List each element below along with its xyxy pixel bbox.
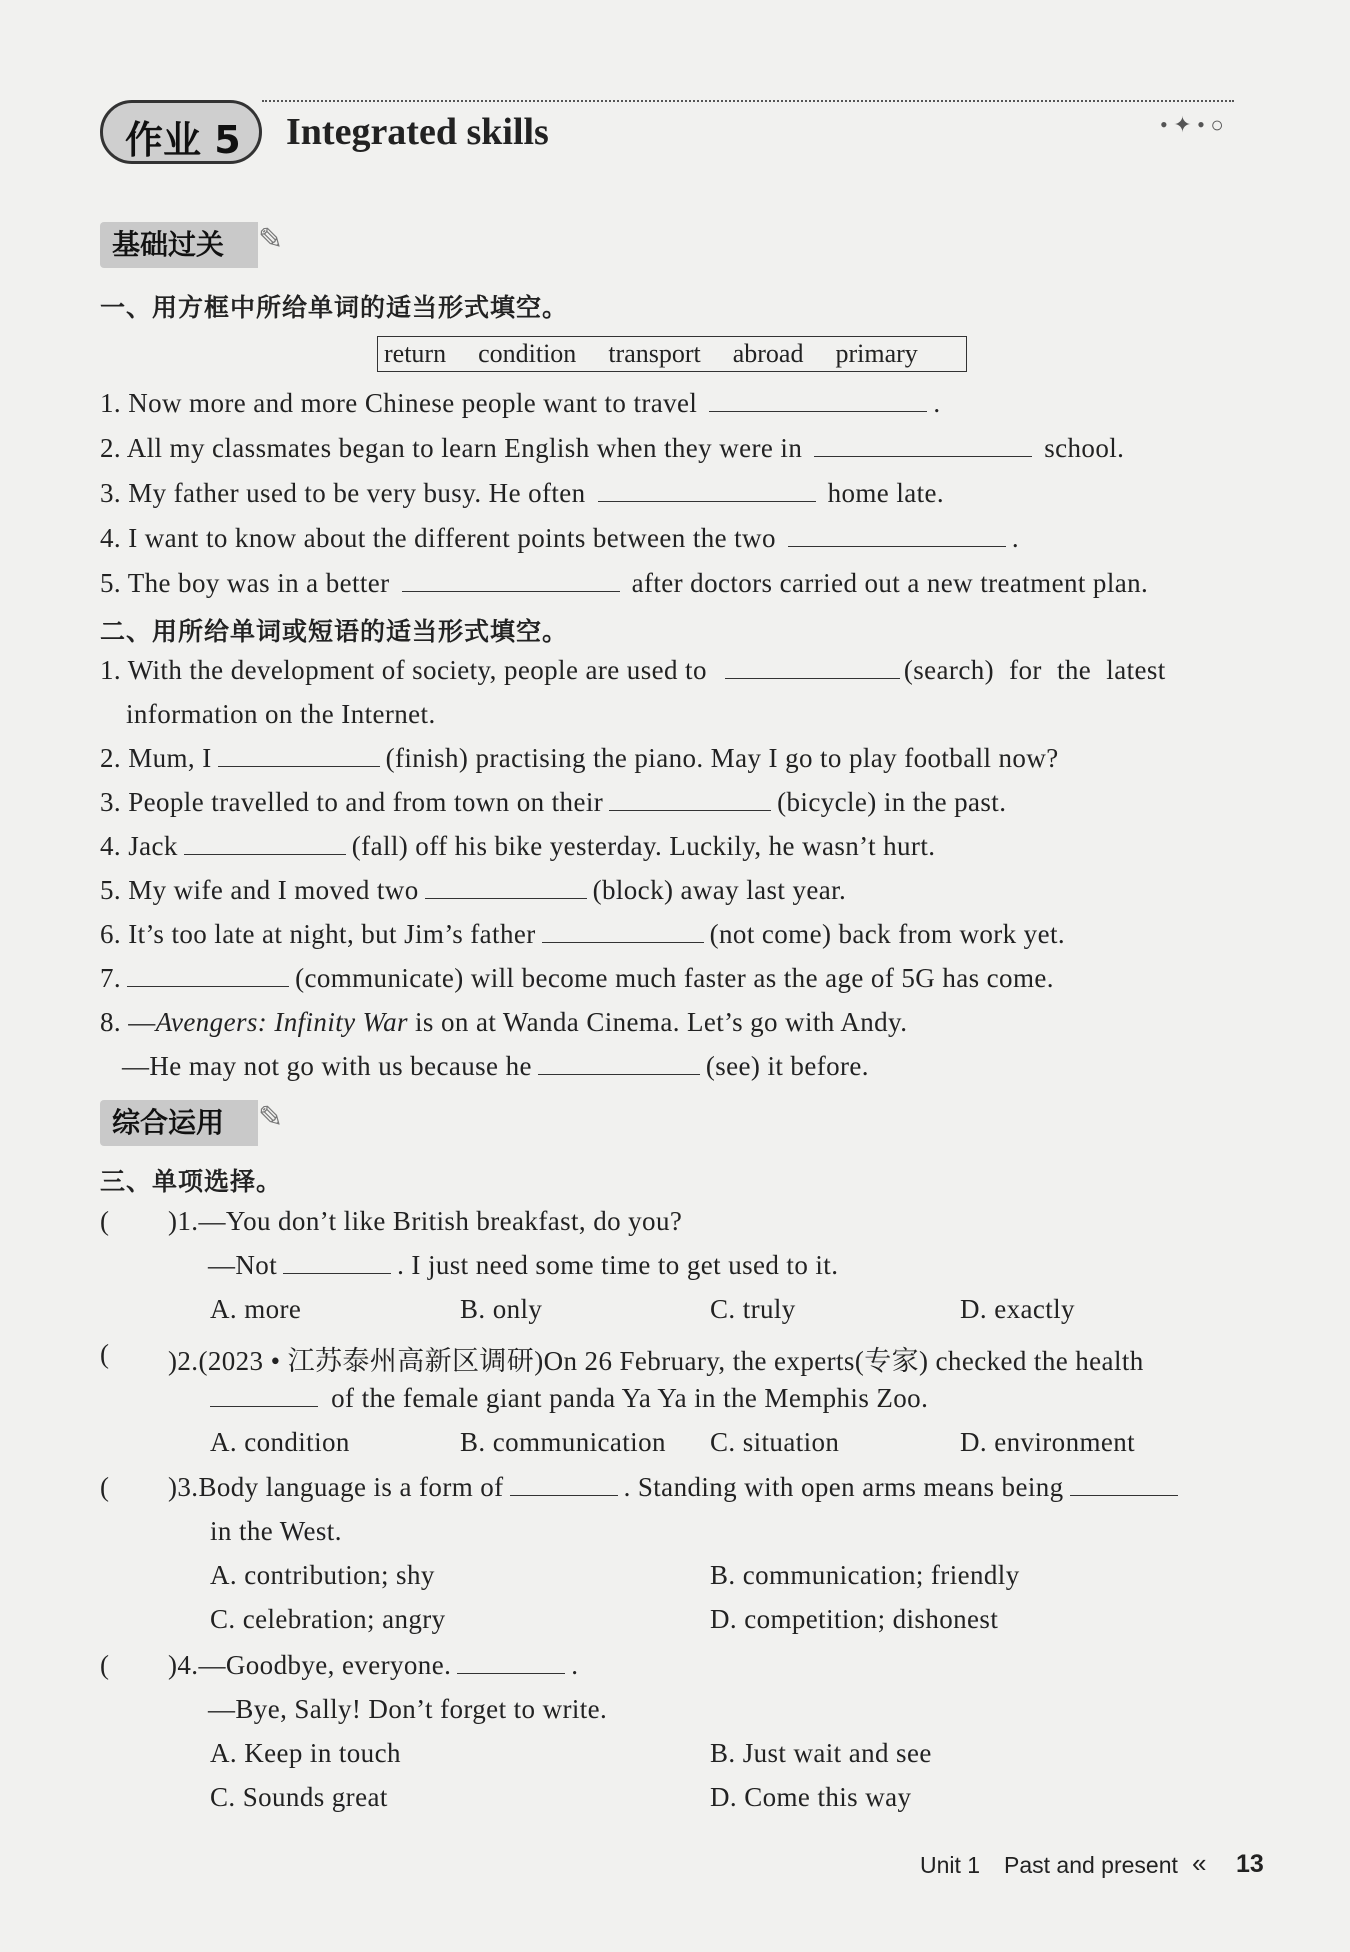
answer-paren-close: ) — [168, 1346, 178, 1376]
part1-question-4 — [100, 523, 1019, 554]
question-text: 7. — [100, 963, 122, 993]
question-text: —He may not go with us because he — [122, 1051, 532, 1081]
part2-heading: 二、用所给单词或短语的适当形式填空。 — [100, 617, 569, 646]
question-text: (block) away last year. — [592, 875, 847, 905]
option-a[interactable]: A. Keep in touch — [210, 1738, 401, 1768]
option-c[interactable]: C. Sounds great — [210, 1782, 388, 1812]
answer-paren-open: ( — [100, 1472, 110, 1502]
homework-badge — [100, 100, 262, 164]
question-text: 1. With the development of society, people are used to — [100, 655, 707, 685]
option-a[interactable]: A. more — [210, 1294, 302, 1324]
answer-blank[interactable] — [542, 920, 704, 943]
answer-blank[interactable] — [210, 1384, 318, 1407]
question-text: (see) it before. — [705, 1051, 869, 1081]
mc-question-2 — [168, 1339, 1144, 1378]
part2-question-2 — [100, 743, 1059, 774]
part2-question-7 — [100, 963, 1054, 994]
question-text: . — [1011, 523, 1020, 553]
part3-heading: 三、单项选择。 — [100, 1167, 283, 1196]
pencil-icon: ✎ — [258, 223, 284, 256]
section-tag-basics: 基础过关 — [100, 222, 258, 268]
section-tag-application: 综合运用 — [100, 1100, 258, 1146]
question-text: (bicycle) in the past. — [777, 787, 1007, 817]
question-text: 2. All my classmates began to learn English when they were in — [100, 433, 803, 463]
answer-blank[interactable] — [538, 1052, 700, 1075]
answer-slot[interactable] — [126, 1339, 166, 1371]
question-text: of the female giant panda Ya Ya in the Memphis Zoo. — [331, 1383, 929, 1413]
answer-blank[interactable] — [184, 832, 346, 855]
part2-question-5 — [100, 875, 846, 906]
answer-blank[interactable] — [814, 434, 1032, 457]
part1-question-1 — [100, 388, 941, 419]
option-a[interactable]: A. contribution; shy — [210, 1560, 435, 1590]
answer-blank[interactable] — [1070, 1473, 1178, 1496]
mc-question-1 — [168, 1206, 682, 1237]
question-text: —You don’t like British breakfast, do you? — [198, 1206, 683, 1236]
answer-paren-open: ( — [100, 1339, 110, 1369]
page-title: Integrated skills — [286, 111, 549, 153]
question-text: 1. Now more and more Chinese people want to travel — [100, 388, 698, 418]
question-number: 4. — [177, 1650, 199, 1680]
part2-question-8 — [100, 1007, 907, 1038]
answer-paren-close: ) — [168, 1472, 178, 1502]
option-d[interactable]: D. Come this way — [710, 1782, 912, 1812]
question-text: 3. People travelled to and from town on their — [100, 787, 604, 817]
answer-slot[interactable] — [126, 1472, 166, 1504]
answer-slot[interactable] — [126, 1650, 166, 1682]
option-b[interactable]: B. communication; friendly — [710, 1560, 1020, 1590]
option-d[interactable]: D. environment — [960, 1427, 1136, 1457]
answer-blank[interactable] — [598, 479, 816, 502]
pencil-icon: ✎ — [258, 1101, 284, 1134]
answer-slot[interactable] — [126, 1206, 166, 1238]
question-text: school. — [1044, 433, 1125, 463]
option-a[interactable]: A. condition — [210, 1427, 350, 1457]
mc-question-2-cont — [210, 1383, 928, 1414]
answer-blank[interactable] — [609, 788, 771, 811]
question-text: 5. My wife and I moved two — [100, 875, 419, 905]
question-text: —Not — [208, 1250, 278, 1280]
question-text: after doctors carried out a new treatment plan. — [631, 568, 1149, 598]
mc-question-4 — [168, 1650, 578, 1681]
answer-blank[interactable] — [127, 964, 289, 987]
question-number: 1. — [177, 1206, 199, 1236]
word-box-item: transport — [608, 339, 701, 368]
part1-heading: 一、用方框中所给单词的适当形式填空。 — [100, 293, 569, 322]
question-text: (communicate) will become much faster as the age of 5G has come. — [295, 963, 1054, 993]
answer-blank[interactable] — [510, 1473, 618, 1496]
question-number: 3. — [177, 1472, 199, 1502]
question-text: 4. I want to know about the different points between the two — [100, 523, 776, 553]
question-text: . — [933, 388, 941, 418]
question-text: is on at Wanda Cinema. Let’s go with Andy. — [415, 1007, 908, 1037]
question-text: . Standing with open arms means being — [623, 1472, 1064, 1502]
word-box-item: primary — [835, 339, 918, 368]
word-box-item: condition — [478, 339, 577, 368]
option-c[interactable]: C. celebration; angry — [210, 1604, 446, 1634]
word-box-item: return — [384, 339, 447, 368]
part1-question-3 — [100, 478, 944, 509]
question-text: 2. Mum, I — [100, 743, 212, 773]
mc-question-3-cont: in the West. — [210, 1516, 342, 1546]
option-b[interactable]: B. communication — [460, 1427, 666, 1457]
option-b[interactable]: B. Just wait and see — [710, 1738, 932, 1768]
part2-question-8-reply — [122, 1051, 869, 1082]
question-text: 6. It’s too late at night, but Jim’s father — [100, 919, 536, 949]
option-d[interactable]: D. exactly — [960, 1294, 1075, 1324]
question-text: (2023 • 江苏泰州高新区调研)On 26 February, the experts(专家) checked the health — [198, 1346, 1144, 1376]
answer-paren-open: ( — [100, 1206, 110, 1236]
question-text: . — [571, 1650, 579, 1680]
answer-paren-open: ( — [100, 1650, 110, 1680]
question-text: home late. — [827, 478, 945, 508]
question-text: 8. — — [100, 1007, 156, 1037]
answer-blank[interactable] — [709, 389, 927, 412]
footer-title: Past and present — [1004, 1852, 1178, 1878]
question-number: 2. — [177, 1346, 199, 1376]
part2-question-1-cont: information on the Internet. — [126, 699, 436, 729]
answer-blank[interactable] — [402, 569, 620, 592]
mc-question-4-reply: —Bye, Sally! Don’t forget to write. — [208, 1694, 608, 1724]
question-text: (search) for the latest — [903, 655, 1166, 685]
option-c[interactable]: C. truly — [710, 1294, 796, 1324]
chevron-left-icon: « — [1192, 1848, 1207, 1878]
question-text: . I just need some time to get used to it. — [397, 1250, 839, 1280]
answer-blank[interactable] — [425, 876, 587, 899]
page-number: 13 — [1236, 1850, 1264, 1878]
part2-question-4 — [100, 831, 935, 862]
part1-question-2 — [100, 433, 1124, 464]
sparkle-icon: • ✦ • ○ — [1160, 112, 1224, 137]
question-text: Body language is a form of — [198, 1472, 504, 1502]
word-box-item: abroad — [732, 339, 804, 368]
badge-label: 作业 5 — [125, 118, 241, 162]
part2-question-6 — [100, 919, 1065, 950]
movie-title: Avengers: Infinity War — [155, 1007, 408, 1037]
part2-question-1 — [100, 655, 1166, 686]
question-text: 3. My father used to be very busy. He often — [100, 478, 586, 508]
question-text: 5. The boy was in a better — [100, 568, 390, 598]
question-text: 4. Jack — [100, 831, 178, 861]
answer-blank[interactable] — [283, 1251, 391, 1274]
option-d[interactable]: D. competition; dishonest — [710, 1604, 999, 1634]
part1-question-5 — [100, 568, 1148, 599]
question-text: (fall) off his bike yesterday. Luckily, he wasn’t hurt. — [351, 831, 936, 861]
answer-blank[interactable] — [218, 744, 380, 767]
answer-blank[interactable] — [457, 1651, 565, 1674]
answer-paren-close: ) — [168, 1206, 178, 1236]
mc-question-1-reply — [208, 1250, 838, 1281]
answer-paren-close: ) — [168, 1650, 178, 1680]
answer-blank[interactable] — [725, 656, 900, 679]
footer-unit: Unit 1 — [920, 1852, 981, 1878]
question-text: —Goodbye, everyone. — [198, 1650, 452, 1680]
option-b[interactable]: B. only — [460, 1294, 543, 1324]
mc-question-3 — [168, 1472, 1184, 1503]
question-text: (not come) back from work yet. — [709, 919, 1066, 949]
header-dotted-line — [262, 100, 1234, 104]
question-text: (finish) practising the piano. May I go to play football now? — [385, 743, 1059, 773]
option-c[interactable]: C. situation — [710, 1427, 840, 1457]
answer-blank[interactable] — [788, 524, 1006, 547]
word-box — [377, 336, 967, 372]
part2-question-3 — [100, 787, 1006, 818]
